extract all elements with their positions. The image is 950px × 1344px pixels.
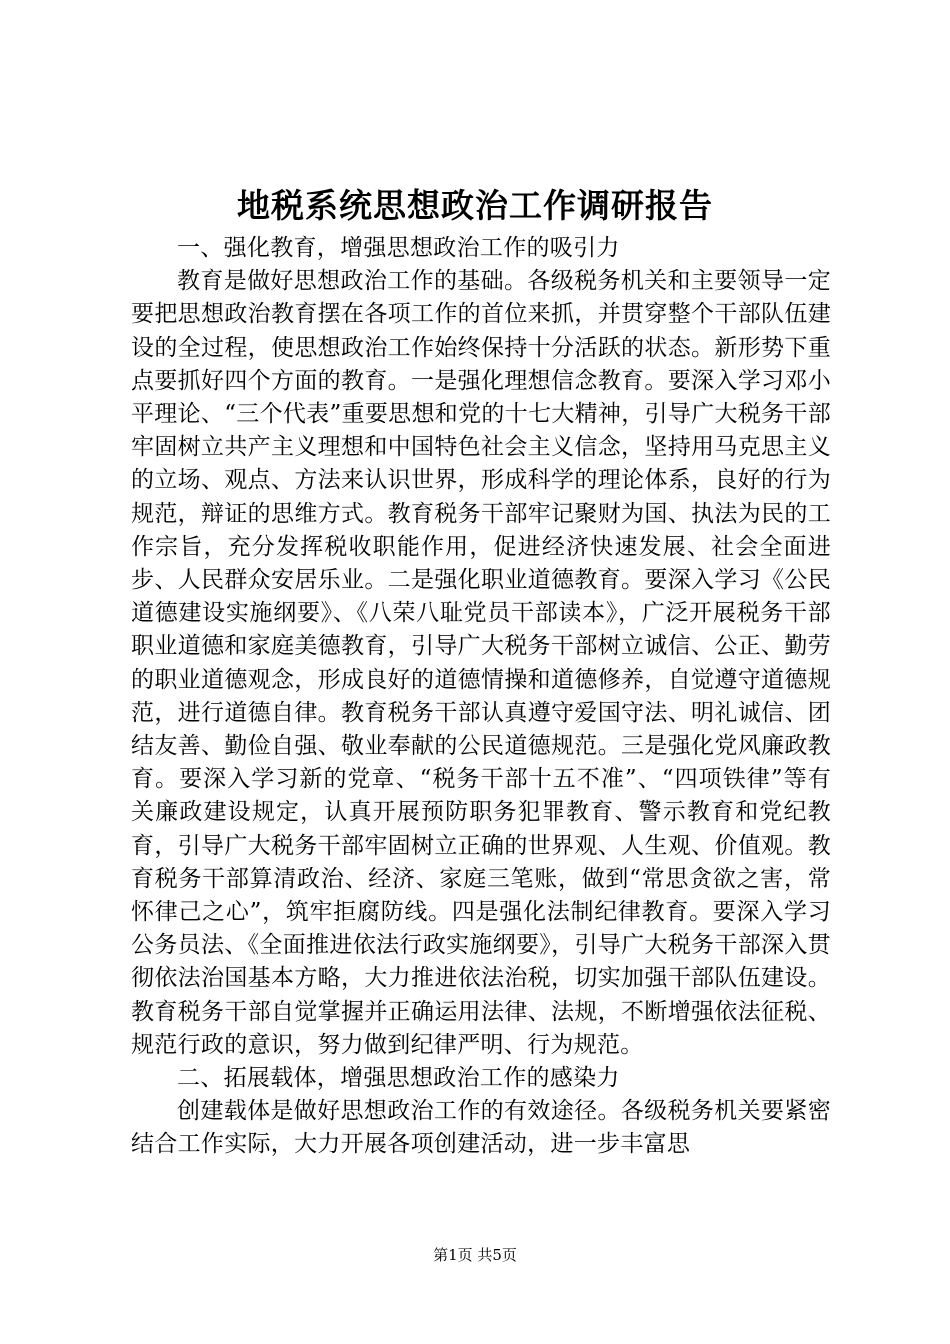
document-title: 地税系统思想政治工作调研报告	[237, 186, 713, 225]
page-footer: 第1页 共5页	[433, 1246, 517, 1264]
section-paragraph-1: 教育是做好思想政治工作的基础。各级税务机关和主要领导一定要把思想政治教育摆在各项工作的首位来抓，并贯穿整个干部队伍建设的全过程，使思想政治工作始终保持十分活跃的状态。新形势下重点要抓好四个方面的教育。一是强化理想信念教育。要深入学习邓小平理论、“三个代表”重要思想和党的十七大精神，引导广大税务干部牢固树立共产主义理想和中国特色社会主义信念，坚持用马克思主义的立场、观点、方法来认识世界，形成科学的理论体系，良好的行为规范，辩证的思维方式。教育税务干部牢记聚财为国、执法为民的工作宗旨，充分发挥税收职能作用，促进经济快速发展、社会全面进步、人民群众安居乐业。二是强化职业道德教育。要深入学习《公民道德建设实施纲要》、《八荣八耻党员干部读本》，广泛开展税务干部职业道德和家庭美德教育，引导广大税务干部树立诚信、公正、勤劳的职业道德观念，形成良好的道德情操和道德修养，自觉遵守道德规范，进行道德自律。教育税务干部认真遵守爱国守法、明礼诚信、团结友善、勤俭自强、敬业奉献的公民道德规范。三是强化党风廉政教育。要深入学习新的党章、“税务干部十五不准”、“四项铁律”等有关廉政建设规定，认真开展预防职务犯罪教育、警示教育和党纪教育，引导广大税务干部牢固树立正确的世界观、人生观、价值观。教育税务干部算清政治、经济、家庭三笔账，做到“常思贪欲之害，常怀律己之心”，筑牢拒腐防线。四是强化法制纪律教育。要深入学习公务员法、《全面推进依法行政实施纲要》，引导广大税务干部深入贯彻依法治国基本方略，大力推进依法治税，切实加强干部队伍建设。教育税务干部自觉掌握并正确运用法律、法规，不断增强依法征税、规范行政的意识，努力做到纪律严明、行为规范。	[131, 268, 831, 1058]
section-heading-1: 一、强化教育，增强思想政治工作的吸引力	[177, 235, 620, 261]
document-body	[131, 232, 831, 1162]
section-paragraph-2: 创建载体是做好思想政治工作的有效途径。各级税务机关要紧密结合工作实际，大力开展各项创建活动，进一步丰富思	[131, 1098, 831, 1158]
section-heading-2: 二、拓展载体，增强思想政治工作的感染力	[177, 1065, 620, 1092]
